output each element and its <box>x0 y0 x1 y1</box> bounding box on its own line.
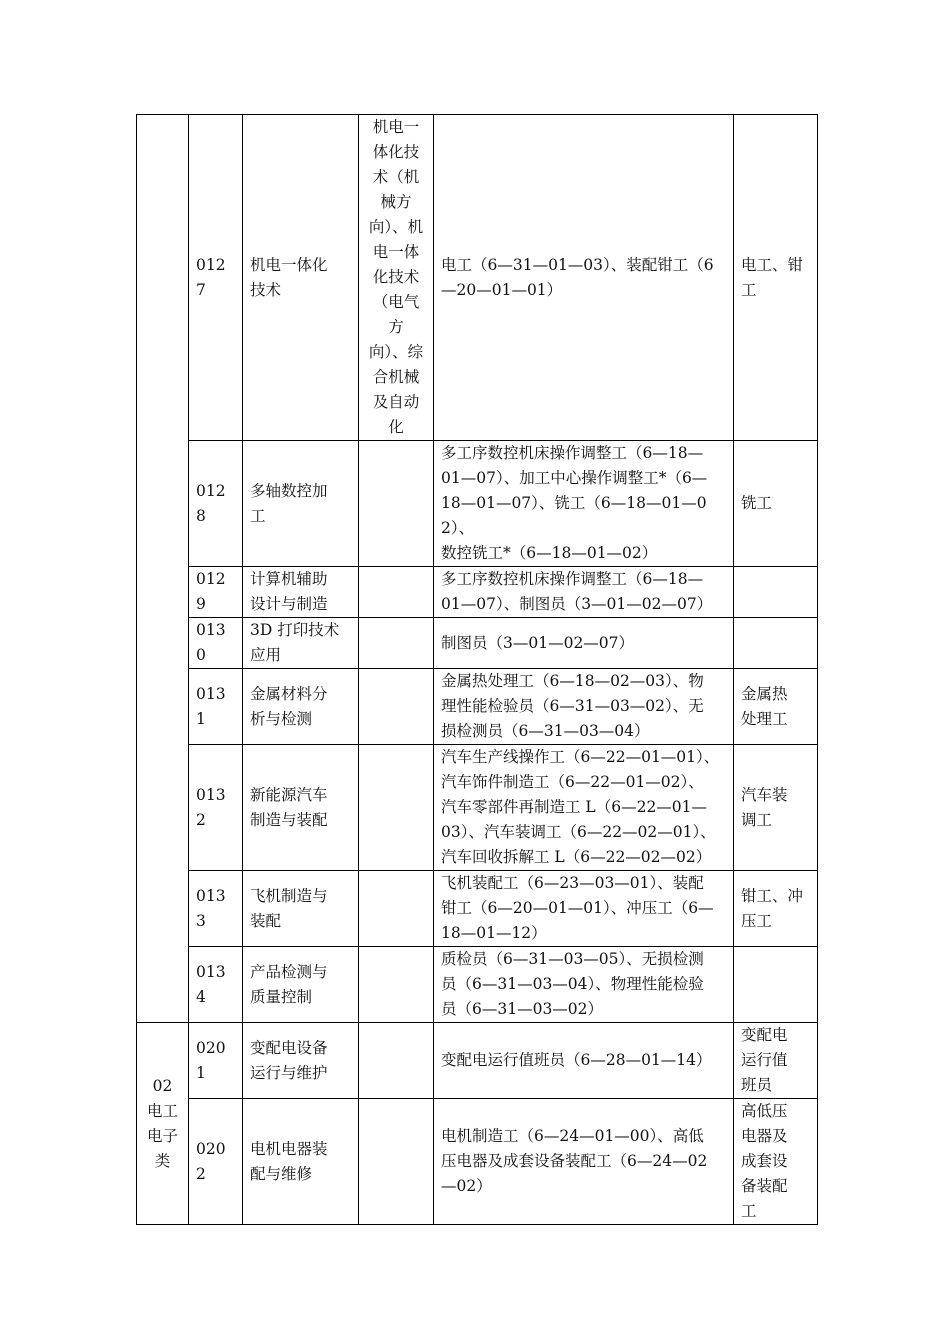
major-name: 飞机制造与 装配 <box>243 871 359 947</box>
table-row <box>137 1099 818 1225</box>
work-type: 汽车装 调工 <box>734 745 818 871</box>
major-code: 0131 <box>189 669 243 745</box>
work-type: 钳工、冲 压工 <box>734 871 818 947</box>
major-code: 0134 <box>189 947 243 1023</box>
major-direction <box>359 871 434 947</box>
work-type <box>734 947 818 1023</box>
major-code: 0201 <box>189 1023 243 1099</box>
major-direction <box>359 947 434 1023</box>
major-code: 0128 <box>189 441 243 567</box>
work-type: 电工、钳 工 <box>734 115 818 441</box>
major-code: 0132 <box>189 745 243 871</box>
work-type: 变配电 运行值 班员 <box>734 1023 818 1099</box>
certificate-list: 飞机装配工（6—23—03—01）、装配 钳工（6—20—01—01）、冲压工（6— 18—01—12） <box>434 871 734 947</box>
major-name: 电机电器装 配与维修 <box>243 1099 359 1225</box>
category-cell-electrical: 02 电工 电子 类 <box>137 1023 189 1225</box>
table-row <box>137 947 818 1023</box>
major-direction <box>359 1023 434 1099</box>
work-type <box>734 567 818 618</box>
work-type <box>734 618 818 669</box>
certificate-list: 电工（6—31—01—03）、装配钳工（6 —20—01—01） <box>434 115 734 441</box>
certificate-list: 多工序数控机床操作调整工（6—18— 01—07）、加工中心操作调整工*（6— 18—01—07）、铣工（6—18—01—02）、 数控铣工*（6—18—01—02） <box>434 441 734 567</box>
table-row <box>137 669 818 745</box>
table-row <box>137 745 818 871</box>
work-type: 铣工 <box>734 441 818 567</box>
table-row <box>137 871 818 947</box>
table-row <box>137 115 818 441</box>
certificate-list: 汽车生产线操作工（6—22—01—01）、 汽车饰件制造工（6—22—01—02）、 汽车零部件再制造工 L（6—22—01— 03）、汽车装调工（6—22—02—01）、 汽车回收拆解工 L（6—22—02—02） <box>434 745 734 871</box>
major-name: 产品检测与 质量控制 <box>243 947 359 1023</box>
certificate-list: 多工序数控机床操作调整工（6—18— 01—07）、制图员（3—01—02—07） <box>434 567 734 618</box>
work-type: 高低压 电器及 成套设 备装配 工 <box>734 1099 818 1225</box>
work-type: 金属热 处理工 <box>734 669 818 745</box>
major-name: 3D 打印技术 应用 <box>243 618 359 669</box>
major-name: 多轴数控加 工 <box>243 441 359 567</box>
major-code: 0129 <box>189 567 243 618</box>
certificate-list: 电机制造工（6—24—01—00）、高低 压电器及成套设备装配工（6—24—02 —02） <box>434 1099 734 1225</box>
major-direction <box>359 618 434 669</box>
major-code: 0133 <box>189 871 243 947</box>
table-row <box>137 618 818 669</box>
major-direction <box>359 441 434 567</box>
major-direction <box>359 669 434 745</box>
certificate-list: 变配电运行值班员（6—28—01—14） <box>434 1023 734 1099</box>
major-name: 计算机辅助 设计与制造 <box>243 567 359 618</box>
major-name: 金属材料分 析与检测 <box>243 669 359 745</box>
major-direction <box>359 745 434 871</box>
major-name: 机电一体化 技术 <box>243 115 359 441</box>
major-code: 0202 <box>189 1099 243 1225</box>
table-row <box>137 1023 818 1099</box>
certificate-list: 质检员（6—31—03—05）、无损检测 员（6—31—03—04）、物理性能检验 员（6—31—03—02） <box>434 947 734 1023</box>
table-row <box>137 441 818 567</box>
major-name: 变配电设备 运行与维护 <box>243 1023 359 1099</box>
major-direction <box>359 1099 434 1225</box>
major-direction: 机电一 体化技 术（机 械方 向）、机 电一体 化技术 （电气 方 向）、综 合机械 及自动 化 <box>359 115 434 441</box>
certificate-list: 制图员（3—01—02—07） <box>434 618 734 669</box>
certificate-list: 金属热处理工（6—18—02—03）、物 理性能检验员（6—31—03—02）、无 损检测员（6—31—03—04） <box>434 669 734 745</box>
major-code: 0127 <box>189 115 243 441</box>
major-code: 0130 <box>189 618 243 669</box>
category-cell <box>137 115 189 1023</box>
major-name: 新能源汽车 制造与装配 <box>243 745 359 871</box>
major-certificate-table <box>136 114 818 1225</box>
major-direction <box>359 567 434 618</box>
table-row <box>137 567 818 618</box>
